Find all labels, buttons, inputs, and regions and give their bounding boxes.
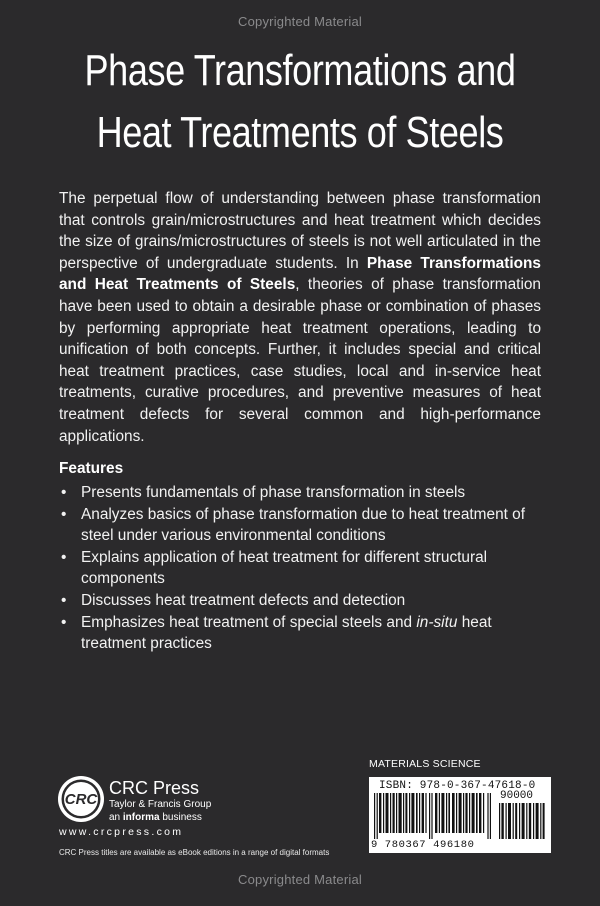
tagline-suffix: business (159, 812, 202, 823)
feature-item (59, 612, 541, 655)
feature-item (59, 504, 541, 547)
title-line-2: Heat Treatments of Steels (96, 108, 504, 157)
feature-item (59, 482, 541, 504)
feature-item (59, 547, 541, 590)
feature-text-after: heat treatment practices (81, 613, 492, 653)
bullet: • (61, 484, 67, 501)
title-line-1: Phase Transformations and (84, 46, 516, 95)
features-heading: Features (59, 460, 124, 477)
book-title (54, 40, 546, 164)
bullet: • (61, 613, 67, 631)
feature-text: Explains application of heat treatment for different structural components (81, 548, 488, 588)
isbn-number: ISBN: 978-0-367-47618-0 (379, 780, 536, 792)
description-book-title: Phase Transformations and Heat Treatments of Steels (59, 254, 541, 294)
publisher-website: www.crcpress.com (59, 826, 184, 838)
features-list (59, 482, 541, 655)
subject-category: MATERIALS SCIENCE (369, 758, 481, 770)
feature-text: Discusses heat treatment defects and detection (81, 591, 406, 609)
publisher-tagline (109, 812, 202, 823)
description-text-1: The perpetual flow of understanding between phase transformation that controls grain/microstructures and heat treatment which decides the size of grains/microstructures of steels is not well articulated in the perspective of undergraduate students. In (59, 190, 541, 272)
barcode-addon-number: 90000 (500, 790, 534, 802)
feature-text: Analyzes basics of phase transformation due to heat treatment of steel under various environmental conditions (81, 505, 526, 545)
ebook-note: CRC Press titles are available as eBook editions in a range of digital formats (59, 848, 330, 857)
feature-text-before: Emphasizes heat treatment of special steels and (81, 613, 417, 631)
feature-text-italic: in-situ (416, 613, 458, 631)
feature-text: Presents fundamentals of phase transformation in steels (81, 484, 466, 501)
watermark-bottom: Copyrighted Material (238, 872, 362, 887)
bullet: • (61, 548, 67, 566)
bullet: • (61, 591, 67, 609)
watermark-top: Copyrighted Material (238, 14, 362, 29)
barcode-main-bars (374, 793, 492, 839)
barcode-addon-bars (499, 803, 545, 839)
publisher-group: Taylor & Francis Group (109, 799, 212, 810)
tagline-prefix: an (109, 812, 123, 823)
feature-item (59, 590, 541, 612)
bullet: • (61, 505, 67, 523)
logo-text: CRC (64, 791, 98, 808)
description-text-2: , theories of phase transformation have been used to obtain a desirable phase or combination of phases by performing appropriate heat treatment operations, leading to unification of both concepts. Further, it includes special and critical heat treatment practices, case studies, local and in-service heat treatments, curative procedures, and preventive measures of heat treatment defects for several common and high-performance applications. (59, 276, 541, 445)
crc-press-logo (57, 775, 105, 823)
publisher-name: CRC Press (109, 778, 200, 798)
description (59, 188, 541, 447)
tagline-informa: informa (122, 812, 160, 823)
ean-number: 9 780367 496180 (371, 839, 475, 851)
isbn-barcode (369, 777, 551, 853)
